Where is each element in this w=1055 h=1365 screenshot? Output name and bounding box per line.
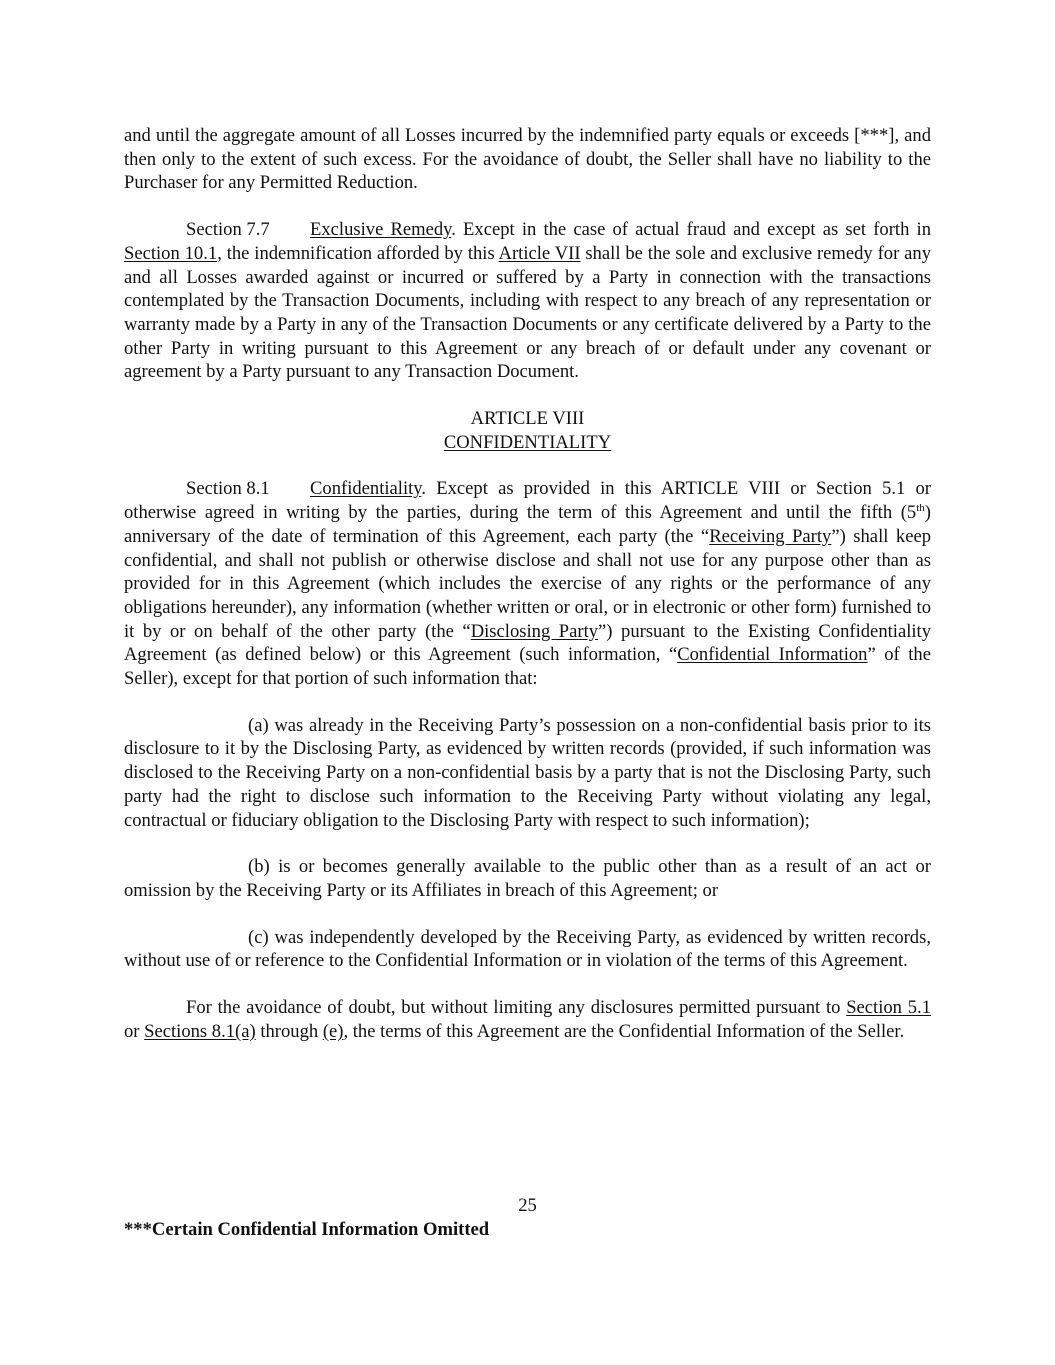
defined-term: Confidential Information [677, 644, 868, 666]
section-text: ”) pursuant to the Existing Confidentiality Agreement (as defined below) or this Agreement (such information, “ [124, 620, 931, 666]
article-title [124, 431, 931, 455]
section-title: Exclusive Remedy [310, 219, 452, 241]
section-number: Section 7.7 [186, 219, 270, 241]
cross-reference: Article VII [498, 242, 581, 264]
section-text: ” of the Seller), except for that portion of such information that: [124, 644, 931, 690]
section-text: . Except as provided in this ARTICLE VIII or Section 5.1 or otherwise agreed in writing by the parties, during the term of this Agreement and until the fifth (5 [124, 478, 931, 524]
paragraph-continuation: and until the aggregate amount of all Losses incurred by the indemnified party equals or exceeds [***], and then only to the extent of such excess. For the avoidance of doubt, the Seller shall have no liability to the Purchaser for any Permitted Reduction. [124, 125, 931, 194]
section-text: ”) shall keep confidential, and shall not publish or otherwise disclose and shall not use for any purpose other than as provided for in this Agreement (which includes the exercise of any rights or the performance of any obligations hereunder), any information (whether written or oral, or in electronic or other form) furnished to it by or on behalf of the other party (the “ [124, 525, 932, 642]
section-text: , the indemnification afforded by this [217, 242, 499, 264]
defined-term: Receiving Party [709, 525, 832, 547]
closing-paragraph [124, 996, 931, 1043]
article-label: ARTICLE VIII [470, 408, 585, 430]
defined-term: Disclosing Party [470, 620, 599, 642]
page-number: 25 [518, 1195, 537, 1216]
confidential-notice: ***Certain Confidential Information Omitted [124, 1219, 490, 1240]
cross-reference: (e) [322, 1020, 344, 1042]
section-title: Confidentiality [310, 478, 422, 500]
document-page [124, 124, 931, 1044]
clause-b: (b) is or becomes generally available to the public other than as a result of an act or omission by the Receiving Party or its Affiliates in breach of this Agreement; or [124, 856, 931, 901]
superscript: th [916, 501, 925, 514]
section-text: shall be the sole and exclusive remedy for any and all Losses awarded against or incurred or suffered by a Party in connection with the transactions contemplated by the Transaction Documents, including with respect to any breach of any representation or warranty made by a Party in any of the Transaction Documents or any certificate delivered by a Party to the other Party in writing pursuant to this Agreement or any breach of or default under any covenant or agreement by a Party pursuant to any Transaction Document. [124, 242, 931, 383]
closing-text: or [124, 1020, 145, 1042]
section-7-7 [124, 218, 931, 384]
cross-reference: Section 10.1 [124, 242, 218, 264]
section-8-1 [124, 477, 931, 690]
section-text: . Except in the case of actual fraud and except as set forth in [451, 219, 931, 241]
cross-reference: Section 5.1 [846, 997, 931, 1019]
article-title-text: CONFIDENTIALITY [443, 431, 612, 453]
closing-text: through [255, 1020, 323, 1042]
clause-a: (a) was already in the Receiving Party’s possession on a non-confidential basis prior to its disclosure to it by the Disclosing Party, as evidenced by written records (provided, if such information was disclosed to the Receiving Party on a non-confidential basis by a party that is not the Disclosing Party, such party had the right to disclose such information to the Receiving Party without violating any legal, contractual or fiduciary obligation to the Disclosing Party with respect to such information); [124, 714, 931, 831]
section-text: ) anniversary of the date of termination of this Agreement, each party (the “ [124, 502, 931, 547]
closing-text: For the avoidance of doubt, but without limiting any disclosures permitted pursuant to [186, 997, 847, 1019]
section-number: Section 8.1 [186, 478, 270, 500]
clause-c: (c) was independently developed by the Receiving Party, as evidenced by written records, without use of or reference to the Confidential Information or in violation of the terms of this Agreement. [124, 926, 931, 972]
cross-reference: Sections 8.1(a) [144, 1020, 256, 1042]
closing-text: , the terms of this Agreement are the Confidential Information of the Seller. [343, 1020, 905, 1042]
